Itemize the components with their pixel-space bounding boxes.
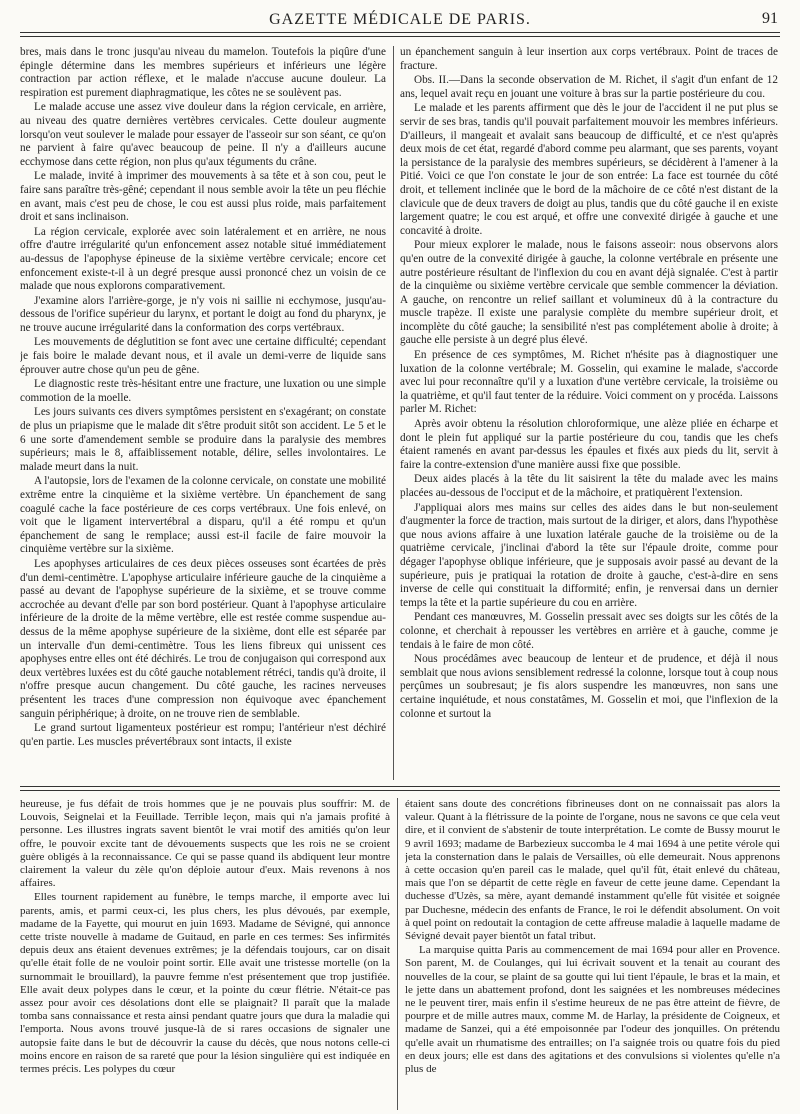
paragraph: A l'autopsie, lors de l'examen de la colonne cervicale, on constate une mobilité extrême entre la cinquième et la sixième vertèbre. Un épanchement de sang coagulé cache la face postérieure de ces corps vertébraux. Une fois enlevé, on voit que le ligament intervertébral a disparu, qu'il a été rompu et qu'un épanchement de sang le remplace; aussi est-il facile de faire mouvoir la cinquième vertèbre sur la sixième.: [20, 475, 386, 556]
section-divider-thin: [20, 790, 780, 791]
paragraph: Le malade accuse une assez vive douleur dans la région cervicale, en arrière, au niveau des quatre dernières vertèbres cervicales. Cette douleur augmente lorsqu'on veut soulever le malade pour essayer de l'asseoir sur son séant, ce qu'on ne parvient à faire qu'avec beaucoup de peine. Il n'y a d'ailleurs aucune ecchymose dans cette région, non plus qu'aux téguments du crâne.: [20, 101, 386, 168]
paragraph: Le malade, invité à imprimer des mouvements à sa tête et à son cou, peut le faire sans paraître très-gêné; cependant il nous semble avoir la tête un peu fléchie en avant, mais c'est peu de chose, le cou est aussi plus roide, mais parfaitement droit et sans inclinaison.: [20, 170, 386, 224]
page-number: 91: [762, 10, 778, 27]
paragraph: La marquise quitta Paris au commencement de mai 1694 pour aller en Provence. Son parent, M. de Coulanges, qui lui écrivait souvent et la tenait au courant des nouvelles de la cour, se plaint de sa goutte qui lui tient l'épaule, le bras et la main, et le jette dans un abattement profond, dont les saignées et les nombreuses médecines ne le peuvent tirer, mais enfin il s'estime heureux de ne pas être atteint de fièvre, de pourpre et de mille autres maux, comme M. de Harlay, la présidente de Coigneux, et madame de Sanzei, qui a été empoisonnée par l'odeur des jonquilles. On prétendu qu'elle avait un rhumatisme des entrailles; on l'a saignée trois ou quatre fois du pied en deux jours; elle est dans des agitations et des convulsions si violentes qu'elle n'a plus de: [405, 944, 780, 1076]
section-divider: [20, 786, 780, 787]
paragraph: Deux aides placés à la tête du lit saisirent la tête du malade avec les mains placées au-dessous de l'occiput et de la mâchoire, et pratiquèrent l'extension.: [400, 473, 778, 499]
paragraph: Après avoir obtenu la résolution chloroformique, une alèze pliée en écharpe et dont le plein fut appliqué sur la partie postérieure du cou, tandis que les chefs étaient ramenés en avant par-dessus les épaules et fixés aux pieds du lit, servit à faire la contre-extension d'une manière aussi fixe que possible.: [400, 418, 778, 471]
paragraph: Les jours suivants ces divers symptômes persistent en s'exagérant; on constate de plus un priapisme que le malade dit s'être produit sitôt son accident. Le 5 et le 6 une sorte d'amendement semble se produire dans la paralysie des membres supérieurs; mais le 8, affaiblissement notable, délire, selles involontaires. Le malade meurt dans la nuit.: [20, 406, 386, 473]
paragraph: Le diagnostic reste très-hésitant entre une fracture, une luxation ou une simple commotion de la moelle.: [20, 378, 386, 404]
paragraph: Le malade et les parents affirment que dès le jour de l'accident il ne put plus se servir de ses bras, tandis qu'il pouvait parfaitement mouvoir les membres inférieurs. D'ailleurs, il mangeait et avalait sans beaucoup de difficulté, et ce n'est qu'après deux mois de cet état, regardé d'abord comme peu alarmant, que ses parents, voyant la persistance de la paralysie des membres supérieurs, se décidèrent à l'amener à la Pitié. Voici ce que l'on constate le jour de son entrée: La face est tournée du côté droit, et tellement inclinée que le bord de la mâchoire de ce côté n'est distant de la clavicule que de deux travers de doigt au plus, tandis que du côté gauche il en existe largement quatre; le cou est arqué, et offre une convexité dirigée à gauche et une concavité à droite.: [400, 102, 778, 237]
paragraph: La région cervicale, explorée avec soin latéralement et en arrière, ne nous offre d'autre irrégularité qu'un enfoncement assez notable situé immédiatement au-dessus de l'apophyse épineuse de la sixième vertèbre cervicale; encore cet enfoncement existe-t-il à un degré presque aussi prononcé chez un voisin de ce malade que nous explorons comparativement.: [20, 225, 386, 293]
upper-right-column: [400, 46, 778, 780]
paragraph: Obs. II.—Dans la seconde observation de M. Richet, il s'agit d'un enfant de 12 ans, lequel avait reçu en jouant une voiture à bras sur la partie postérieure du cou.: [400, 74, 778, 100]
paragraph: Nous procédâmes avec beaucoup de lenteur et de prudence, et déjà il nous semblait que nous avions sensiblement redressé la colonne, lorsque tout à coup nous perçûmes un soubresaut; je fis alors suspendre les manœuvres, non sans une certaine inquiétude, et nous constatâmes, M. Gosselin et moi, que l'inflexion de la colonne et surtout la: [400, 653, 778, 720]
paragraph: étaient sans doute des concrétions fibrineuses dont on ne connaissait pas alors la valeur. Quant à la flétrissure de la pointe de l'organe, nous ne savons ce que cela veut dire, et il convient de s'abstenir de toute interprétation. Le comte de Bussy mourut le 9 avril 1693; madame de Barbezieux succomba le 4 mai 1694 à une petite vérole qui jeta la consternation dans le palais de Versailles, où elle demeurait. Nous apprenons à cette occasion qu'en pareil cas le malade, quel qu'il fût, était enlevé du château, mais que l'on se départit de cette règle en faveur de cette jeune dame. Cependant la duchesse d'Uzès, sa mère, ayant demandé instamment qu'elle fût visitée et soignée par Duchesne, médecin des enfants de France, le roi le défendit absolument. On voit à quel point on redoutait la contagion de cette affreuse maladie à laquelle madame de Sévigné devait payer bientôt un fatal tribut.: [405, 798, 780, 943]
paragraph: J'examine alors l'arrière-gorge, je n'y vois ni saillie ni ecchymose, jusqu'au-dessous de l'orifice supérieur du larynx, et portant le doigt au fond du pharynx, je ne trouve aucune irrégularité dans la conformation des corps vertébraux.: [20, 294, 386, 334]
paragraph: Le grand surtout ligamenteux postérieur est rompu; l'antérieur n'est déchiré qu'en partie. Les muscles prévertébraux sont intacts, il existe: [20, 722, 386, 748]
paragraph: En présence de ces symptômes, M. Richet n'hésite pas à diagnostiquer une luxation de la colonne vertébrale; M. Gosselin, qui examine le malade, s'accorde avec lui pour reconnaître qu'il y a luxation d'une vertèbre cervicale, la troisième ou la quatrième, et qu'il faut tenter de la réduire. Voici comment on y procéda. Laissons parler M. Richet:: [400, 349, 778, 416]
lower-left-column: [20, 798, 390, 1110]
column-divider: [393, 46, 394, 780]
page-header: [20, 10, 780, 33]
paragraph: J'appliquai alors mes mains sur celles des aides dans le but non-seulement d'augmenter la force de traction, mais surtout de la diriger, et alors, dans l'hypothèse que nous avions affaire à une luxation latérale gauche de la troisième ou de la quatrième cervicale, j'inclinai d'abord la tête sur l'épaule droite, comme pour dégager l'apophyse oblique inférieure, que je supposais avoir passé au devant de la supérieure, puis je pratiquai la rotation de droite à gauche, c'est-à-dire en sens inverse de celle qui constituait la difformité; enfin, je renversai dans un dernier temps la tête et la partie supérieure du cou en arrière.: [400, 501, 778, 609]
column-divider-lower: [397, 798, 398, 1110]
paragraph: Les apophyses articulaires de ces deux pièces osseuses sont écartées de près d'un demi-centimètre. L'apophyse articulaire inférieure gauche de la cinquième a passé au devant de l'apophyse supérieure de la sixième, et se trouve comme accrochée au devant d'elle par son bord postérieur. Quant à l'apophyse articulaire inférieure de la droite de la même vertèbre, elle est restée comme suspendue au-dessus de la même apophyse supérieure de la sixième, dont elle est séparée par un intervalle d'un demi-centimètre. Tous les liens fibreux qui unissent ces apophyses entre elles ont été déchirés. Le trou de conjugaison qui correspond aux deux vertèbres luxées est du côté gauche notablement rétréci, tandis qu'à droite, il n'offre presque aucun changement. Du côté gauche, les racines nerveuses présentent les traces d'une compression non équivoque avec épanchement sanguin périphérique; à droite, on ne trouve rien de semblable.: [20, 557, 386, 720]
upper-left-column: [20, 46, 386, 780]
lower-right-column: [405, 798, 780, 1110]
paragraph: Pendant ces manœuvres, M. Gosselin pressait avec ses doigts sur les côtés de la colonne, et cherchait à repousser les vertèbres en arrière et à gauche, comme je tendais à le faire de mon côté.: [400, 611, 778, 651]
paragraph: Les mouvements de déglutition se font avec une certaine difficulté; cependant je fais boire le malade devant nous, et il avale un demi-verre de liquide sans éprouver autre chose qu'un peu de gêne.: [20, 336, 386, 376]
paragraph: un épanchement sanguin à leur insertion aux corps vertébraux. Point de traces de fracture.: [400, 46, 778, 72]
journal-title: GAZETTE MÉDICALE DE PARIS.: [269, 11, 531, 28]
paragraph: Elles tournent rapidement au funèbre, le temps marche, il emporte avec lui parents, amis, et parmi ceux-ci, les plus chers, les plus dévoués, par exemple, madame de la Fayette, qui mourut en juin 1693. Madame de Sévigné, qui annonce cette triste nouvelle à madame de Guitaud, en parle en ces termes: Ses infirmités depuis deux ans étaient devenues extrêmes; je la défendais toujours, car on disait qu'elle était folle de ne vouloir point sortir. Elle avait une tristesse mortelle (on la surnommait le brouillard), la pauvre femme n'est présentement que trop justifiée. Elle avait deux polypes dans le cœur, et la pointe du cœur flétrie. N'était-ce pas assez pour avoir ces désolations dont elle se plaignait? Il paraît que la malade tomba sans connaissance et resta ainsi pendant quatre jours que dura la maladie qui l'emporta. Nous avons trouvé jusque-là de si rares occasions de signaler une autopsie faite dans le but de découvrir la cause du décès, que nous notons celle-ci moins encore en raison de sa rareté que pour la lésion singulière qui est indiquée en termes précis. Les polypes du cœur: [20, 891, 390, 1076]
paragraph: heureuse, je fus défait de trois hommes que je ne pouvais plus souffrir: M. de Louvois, Seignelai et la Feuillade. Terrible leçon, mais qui n'a jamais profité à personne. Les illustres ingrats savent bientôt le vrai motif des amitiés qu'on leur offre, le pouvoir excite tant de dévouements suspects que les rois ne se croient guère obligés à la reconnaissance. Ce qui se passe quand ils abdiquent leur montre clairement la valeur du zèle qu'on déploie autour d'eux. Mais revenons à nos affaires.: [20, 798, 390, 890]
paragraph: Pour mieux explorer le malade, nous le faisons asseoir: nous observons alors qu'en outre de la convexité dirigée à gauche, la colonne vertébrale en présente une autre postérieure résultant de l'inflexion du cou en avant déjà signalée. C'est à partir de la cinquième ou sixième vertèbre cervicale que semble commencer la déviation. A gauche, on rencontre un relief saillant et volumineux dû à la contracture du muscle trapèze. Il existe une paralysie complète du membre supérieur droit, et incomplète du côté gauche; la sensibilité n'est pas complétement abolie à droite; à gauche elle persiste à un degré plus élevé.: [400, 239, 778, 347]
paragraph: bres, mais dans le tronc jusqu'au niveau du mamelon. Toutefois la piqûre d'une épingle détermine dans les membres supérieurs et inférieurs une légère contraction par action réflexe, et le malade n'accuse aucune douleur. La respiration est purement diaphragmatique, les côtes ne se soulèvent pas.: [20, 46, 386, 99]
